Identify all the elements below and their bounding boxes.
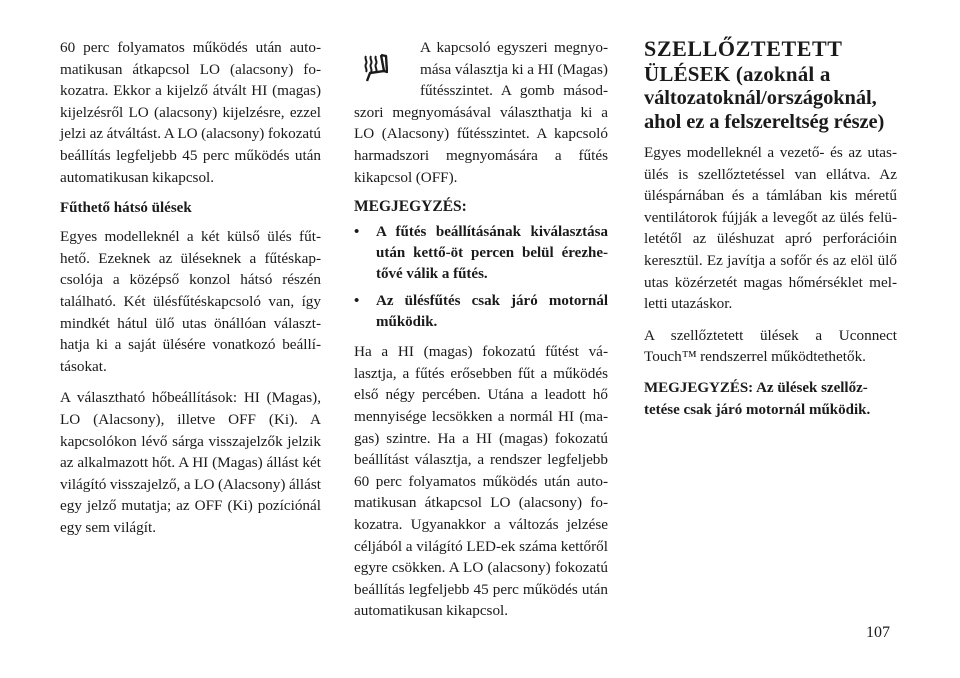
subheading-heated-rear-seats: Fűthető hátsó ülések [60,200,192,217]
column-right [644,37,897,421]
column-left [60,37,321,548]
heading-line: változatoknál/országoknál, [644,87,877,109]
note-item: • A fűtés beállításának kiválasztása után kettő-öt percen belül érezhetővé válik a fűtés. [354,222,608,285]
paragraph-switch-presses: A kapcsoló egyszeri megnyomása választja ki a HI (Magas) fűtésszintet. A gomb másodszori megnyomásával választhatja ki a LO (Alacsony) fűtésszintet. A kapcsoló harmadszori megnyomására a fűtés kikapcsol (OFF). [354,39,608,186]
heading-line: SZELLŐZTETETT [644,36,843,61]
heated-seat-icon [354,37,414,101]
paragraph-auto-switch: 60 perc folyamatos működés után automatikusan átkapcsol LO (alacsony) fokozatra. Ekkor a kijelző átvált HI (magas) kijelzésről LO (alacsony) kijelzésre, ezzel jelzi az átváltást. A LO (alacsony) fokozatú beállítás legfeljebb 45 perc működés után automatikusan kikapcsol. [60,39,321,186]
column-middle [354,37,608,632]
note-item: • Az ülésfűtés csak járó motornál működik. [354,291,608,333]
paragraph-uconnect: A szellőztetett ülések a Uconnect Touch™ rendszerrel működtethetők. [644,326,897,366]
paragraph-rear-seat-switches: Egyes modelleknél a két külső ülés fűthető. Ezeknek az üléseknek a fűtéskapcsolója a középső konzol hátsó részén található. Két ülésfűtéskapcsoló van, így mindkét hátul ülő utas önállóan választhatja ki a saját ülésére vonatkozó beállításokat. [60,228,321,375]
section-heading-ventilated-seats [644,37,897,134]
page-number: 107 [866,624,890,641]
note-list [354,222,608,333]
heading-line: ahol ez a felszereltség része) [644,110,885,133]
paragraph-ventilation-description: Egyes modelleknél a vezető- és az utasülés is szellőztetéssel van ellátva. Az üléspárnában és a támlában kis méretű ventilátorok fújják a levegőt az ülés felületétől az üléshuzat apró perforációin keresztül. Ez javítja a sofőr és az elöl ülő utas közérzetét magas hőmérséklet melletti utazáskor. [644,144,897,313]
note-engine-running: MEGJEGYZÉS: Az ülések szellőztetése csak járó motornál működik. [644,379,871,418]
heading-line: ÜLÉSEK (azoknál a [644,61,831,86]
note-title: MEGJEGYZÉS: [354,198,467,216]
paragraph-heat-settings: A választható hőbeállítások: HI (Magas), LO (Alacsony), illetve OFF (Ki). A kapcsolókon lévő sárga visszajelzők jelzik az alkalmazott hőt. A HI (Magas) állást két világító visszajelző, a LO (Alacsony) állást egy jelző mutatja; az OFF (Ki) pozíciónál egy sem világít. [60,389,321,536]
paragraph-hi-operation: Ha a HI (magas) fokozatú fűtést választja, a fűtés erősebben fűt a működés első négy percében. Utána a leadott hő mennyisége lecsökken a normál HI (magas) szintre. Ha a HI (magas) fokozatú beállítást választja, a rendszer legfeljebb 60 perc folyamatos működés után automatikusan átkapcsol LO (alacsony) fokozatra. Ugyanakkor a változás jelzése céljából a világító LED-ek száma kettőről egyre csökken. A LO (alacsony) fokozatú beállítás legfeljebb 45 perc működés után automatikusan kikapcsol. [354,343,608,620]
